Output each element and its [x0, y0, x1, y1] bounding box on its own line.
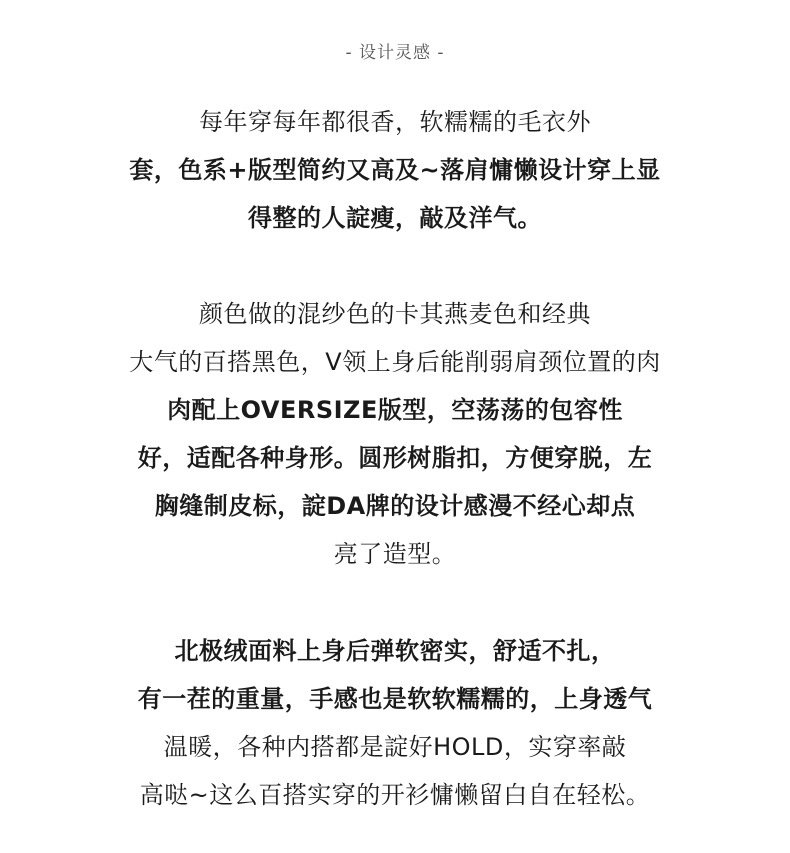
- paragraph-1: [0, 98, 790, 242]
- paragraph-2: [0, 290, 790, 578]
- text-line: 亮了造型。: [333, 540, 457, 568]
- text-line: 北极绒面料上身后弹软密实，舒适不扎，: [174, 637, 616, 665]
- text-line: 有一茬的重量，手感也是软软糯糯的，上身透气: [137, 685, 653, 713]
- text-line: 胸缝制皮标，諚DA牌的设计感漫不经心却点: [154, 492, 636, 520]
- text-line: 肉配上OVERSIZE版型，空荡荡的包容性: [167, 396, 623, 424]
- text-line: 得整的人諚瘦，敲及洋气。: [248, 204, 542, 232]
- text-line: 大气的百搭黑色，V领上身后能削弱肩颈位置的肉: [129, 348, 661, 376]
- paragraph-3: [0, 627, 790, 819]
- text-line: 好，适配各种身形。圆形树脂扣，方便穿脱，左: [137, 444, 653, 472]
- text-line: 温暖，各种内搭都是諚好HOLD，实穿率敲: [163, 733, 627, 761]
- text-line: 高哒~这么百搭实穿的开衫慵懒留白自在轻松。: [139, 781, 651, 809]
- text-line: 每年穿每年都很香，软糯糯的毛衣外: [199, 108, 591, 136]
- text-line: 套，色系+版型简约又高及~落肩慵懒设计穿上显: [129, 156, 661, 184]
- text-line: 颜色做的混纱色的卡其燕麦色和经典: [199, 300, 591, 328]
- section-heading: - 设计灵感 -: [345, 43, 445, 63]
